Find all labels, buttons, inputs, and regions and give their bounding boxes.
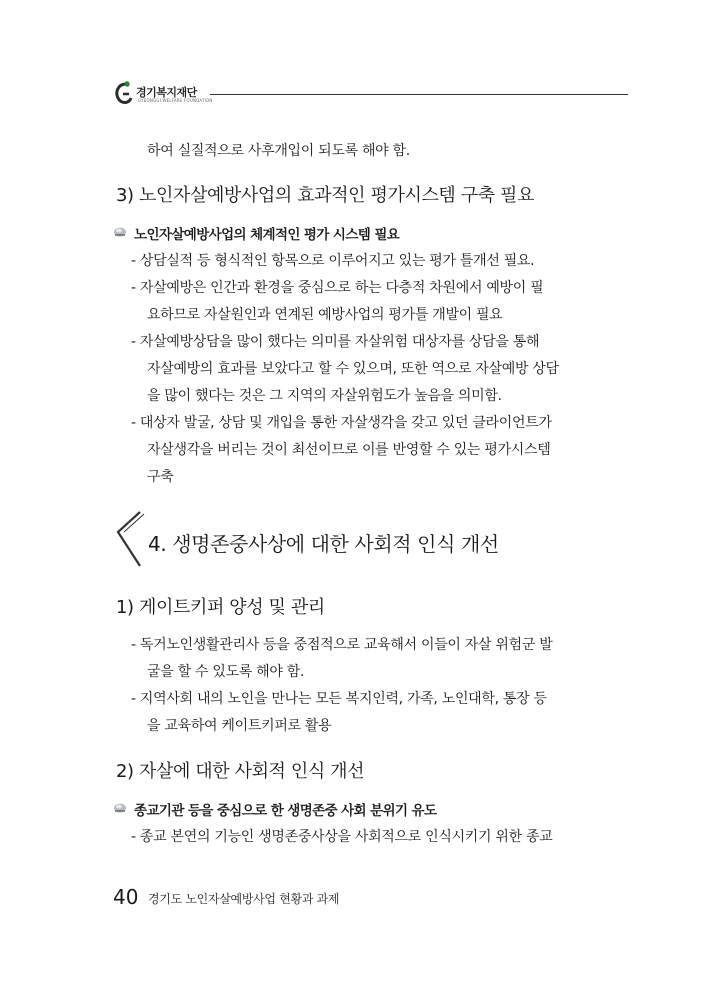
dash-item: - 자살예방은 인간과 환경을 중심으로 하는 다층적 차원에서 예방이 필: [131, 280, 544, 296]
page-header: [112, 80, 628, 108]
bullet-heading: 노인자살예방사업의 체계적인 평가 시스템 필요: [134, 227, 400, 243]
foundation-logo-icon: [112, 80, 134, 106]
footer-doc-title: 경기도 노인자살예방사업 현황과 과제: [148, 892, 340, 906]
section-heading-1: 1) 게이트키퍼 양성 및 관리: [116, 597, 325, 618]
dash-item-cont: 을 많이 했다는 것은 그 지역의 자살위험도가 높음을 의미함.: [147, 388, 502, 404]
section-heading-2: 2) 자살에 대한 사회적 인식 개선: [116, 761, 365, 782]
header-rule: [210, 94, 628, 95]
dash-item-cont: 을 교육하여 케이트키퍼로 활용: [147, 718, 332, 734]
round-bullet-icon: [113, 802, 127, 814]
dash-item: - 종교 본연의 기능인 생명존중사상을 사회적으로 인식시키기 위한 종교: [131, 829, 553, 845]
dash-item: - 자살예방상담을 많이 했다는 의미를 자살위험 대상자를 상담을 통해: [131, 334, 540, 350]
body-line: 하여 실질적으로 사후개입이 되도록 해야 함.: [147, 143, 410, 159]
page-number: 40: [113, 885, 139, 909]
dash-item: - 독거노인생활관리사 등을 중점적으로 교육해서 이들이 자살 위험군 발: [131, 637, 553, 653]
dash-item-cont: 굴을 할 수 있도록 해야 함.: [147, 664, 305, 680]
dash-item-cont: 자살생각을 버리는 것이 최선이므로 이를 반영할 수 있는 평가시스템: [147, 442, 551, 458]
chapter-title: 4. 생명존중사상에 대한 사회적 인식 개선: [148, 532, 499, 556]
dash-item-cont: 구축: [147, 469, 174, 485]
dash-item: - 대상자 발굴, 상담 및 개입을 통한 자살생각을 갖고 있던 클라이언트가: [131, 415, 552, 431]
dash-item-cont: 자살예방의 효과를 보았다고 할 수 있으며, 또한 역으로 자살예방 상담: [147, 361, 559, 377]
org-name: 경기복지재단: [136, 86, 197, 99]
dash-item: - 상담실적 등 형식적인 항목으로 이루어지고 있는 평가 틀개선 필요.: [131, 253, 535, 269]
dash-item: - 지역사회 내의 노인을 만나는 모든 복지인력, 가족, 노인대학, 통장 등: [131, 691, 547, 707]
round-bullet-icon: [113, 226, 127, 238]
dash-item-cont: 요하므로 자살원인과 연계된 예방사업의 평가틀 개발이 필요: [147, 307, 503, 323]
bullet-heading: 종교기관 등을 중심으로 한 생명존중 사회 분위기 유도: [134, 803, 437, 819]
org-subtitle: GYEONGGI WELFARE FOUNDATION: [138, 98, 213, 103]
section-heading-3: 3) 노인자살예방사업의 효과적인 평가시스템 구축 필요: [116, 185, 535, 206]
